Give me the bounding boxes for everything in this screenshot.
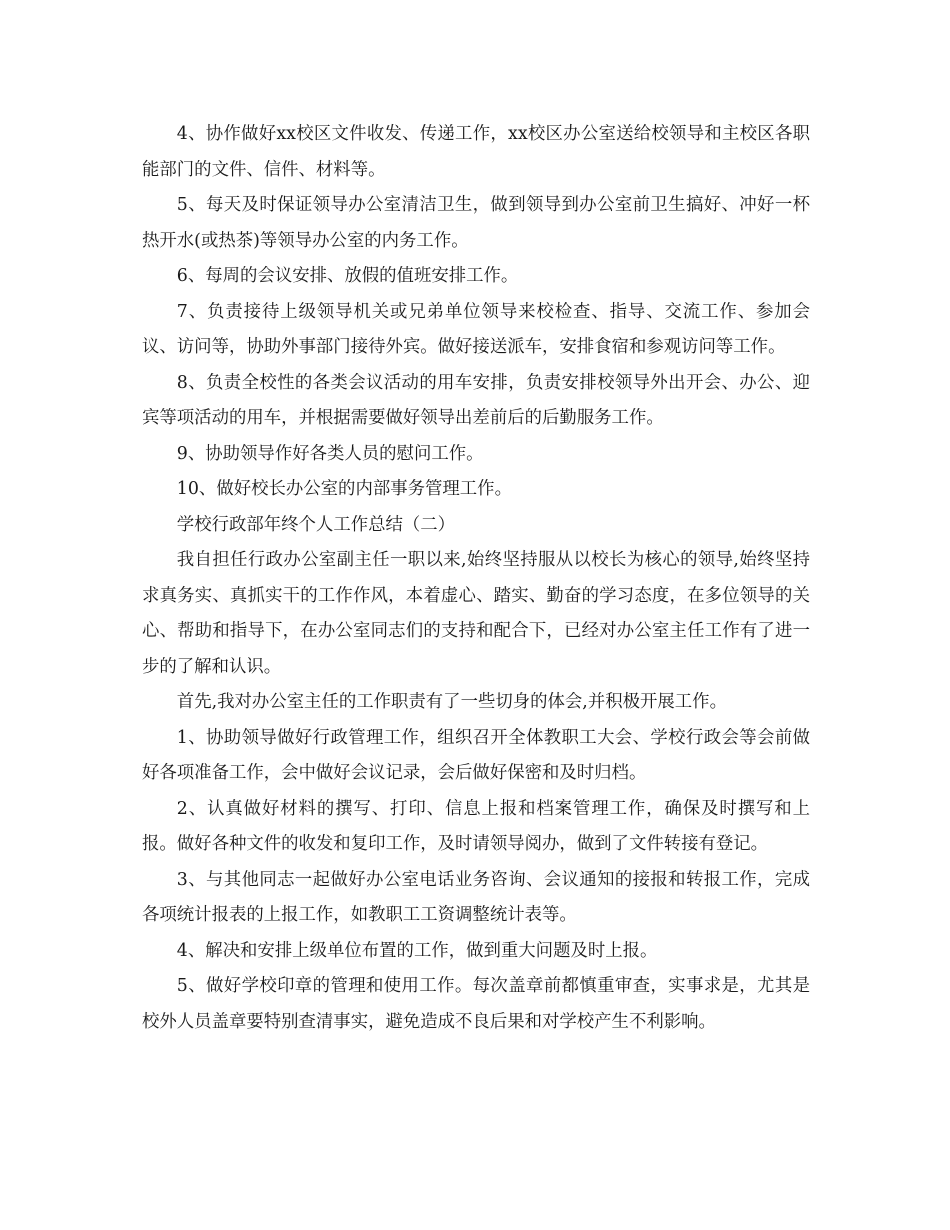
paragraph-intro: 我自担任行政办公室副主任一职以来,始终坚持服从以校长为核心的领导,始终坚持求真务实、真抓实干的工作作风，本着虚心、踏实、勤奋的学习态度，在多位领导的关心、帮助和指导下，在办公室同志们的支持和配合下，已经对办公室主任工作有了进一步的了解和认识。: [142, 550, 810, 677]
paragraph-item-4-distribution: 4、协作做好xx校区文件收发、传递工作，xx校区办公室送给校领导和主校区各职能部门的文件、信件、材料等。: [142, 124, 810, 180]
paragraph-duty-3: 3、与其他同志一起做好办公室电话业务咨询、会议通知的接报和转报工作，完成各项统计报表的上报工作，如教职工工资调整统计表等。: [142, 869, 810, 925]
paragraph-duty-5: 5、做好学校印章的管理和使用工作。每次盖章前都慎重审查，实事求是，尤其是校外人员盖章要特别查清事实，避免造成不良后果和对学校产生不利影响。: [142, 976, 810, 1032]
paragraph-item-6-meetings: 6、每周的会议安排、放假的值班安排工作。: [176, 266, 519, 286]
paragraph-duty-2: 2、认真做好材料的撰写、打印、信息上报和档案管理工作，确保及时撰写和上报。做好各种文件的收发和复印工作，及时请领导阅办，做到了文件转接有登记。: [142, 798, 810, 854]
paragraph-first: 首先,我对办公室主任的工作职责有了一些切身的体会,并积极开展工作。: [176, 692, 727, 712]
paragraph-item-8-vehicles: 8、负责全校性的各类会议活动的用车安排，负责安排校领导外出开会、办公、迎宾等项活动的用车，并根据需要做好领导出差前后的后勤服务工作。: [142, 372, 810, 428]
document-body: [142, 117, 810, 1040]
paragraph-item-9-condolence: 9、协助领导作好各类人员的慰问工作。: [176, 443, 484, 464]
paragraph-item-7-reception: 7、负责接待上级领导机关或兄弟单位领导来校检查、指导、交流工作、参加会议、访问等，协助外事部门接待外宾。做好接送派车，安排食宿和参观访问等工作。: [142, 301, 810, 357]
paragraph-duty-1: 1、协助领导做好行政管理工作，组织召开全体教职工大会、学校行政会等会前做好各项准备工作，会中做好会议记录，会后做好保密和及时归档。: [142, 727, 810, 783]
paragraph-duty-4: 4、解决和安排上级单位布置的工作，做到重大问题及时上报。: [176, 940, 658, 961]
paragraph-item-5-cleaning: 5、每天及时保证领导办公室清洁卫生，做到领导到办公室前卫生搞好、冲好一杯热开水(或热茶)等领导办公室的内务工作。: [142, 195, 810, 251]
paragraph-item-10-internal-affairs: 10、做好校长办公室的内部事务管理工作。: [176, 479, 512, 499]
section-heading: 学校行政部年终个人工作总结（二）: [176, 514, 456, 535]
